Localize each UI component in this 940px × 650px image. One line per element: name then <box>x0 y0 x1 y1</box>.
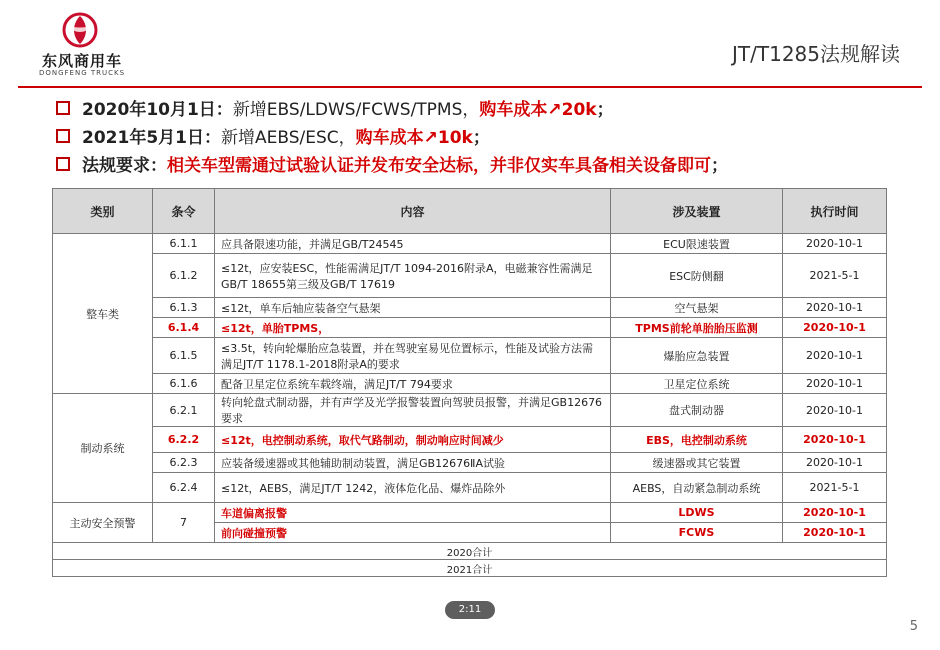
table-row <box>53 427 887 453</box>
bullet-item <box>56 152 728 180</box>
dongfeng-logo <box>22 8 142 78</box>
regulation-table <box>52 188 886 577</box>
bullet-list <box>56 96 728 180</box>
category-cell: 制动系统 <box>53 394 153 503</box>
date-cell: 2020-10-1 <box>783 298 887 318</box>
date-cell: 2020-10-1 <box>783 338 887 374</box>
category-cell: 整车类 <box>53 234 153 394</box>
device-cell: 卫星定位系统 <box>611 374 783 394</box>
device-cell: 爆胎应急装置 <box>611 338 783 374</box>
table-total-row <box>53 560 887 577</box>
total-cell: 2021合计 <box>53 560 887 577</box>
clause-cell: 6.1.5 <box>153 338 215 374</box>
table-row <box>53 254 887 298</box>
bullet-text: 新增EBS/LDWS/FCWS/TPMS， <box>232 100 480 120</box>
content-cell: ≤12t，电控制动系统，取代气路制动，制动响应时间减少 <box>215 427 611 453</box>
video-overlay-pill[interactable]: 2:11 <box>445 601 495 619</box>
content-cell: ≤12t，应安装ESC，性能需满足JT/T 1094-2016附录A，电磁兼容性需满足GB/T 18655第三级及GB/T 17619 <box>215 254 611 298</box>
content-cell: 配备卫星定位系统车载终端，满足JT/T 794要求 <box>215 374 611 394</box>
logo-text-cn: 东风商用车 <box>41 52 122 70</box>
header-content: 内容 <box>215 189 611 234</box>
device-cell: 盘式制动器 <box>611 394 783 427</box>
table-row <box>53 338 887 374</box>
content-cell: ≤3.5t，转向轮爆胎应急装置，并在驾驶室易见位置标示，性能及试验方法需满足JT/T 1178.1-2018附录A的要求 <box>215 338 611 374</box>
bullet-item <box>56 124 728 152</box>
bullet-box-icon <box>56 157 70 171</box>
content-cell: 转向轮盘式制动器，并有声学及光学报警装置向驾驶员报警，并满足GB12676要求 <box>215 394 611 427</box>
table-row <box>53 318 887 338</box>
device-cell: 缓速器或其它装置 <box>611 453 783 473</box>
table-row <box>53 394 887 427</box>
table-row <box>53 234 887 254</box>
date-cell: 2021-5-1 <box>783 254 887 298</box>
date-cell: 2020-10-1 <box>783 503 887 523</box>
device-cell: LDWS <box>611 503 783 523</box>
date-cell: 2020-10-1 <box>783 394 887 427</box>
date-cell: 2020-10-1 <box>783 374 887 394</box>
clause-cell: 6.1.6 <box>153 374 215 394</box>
table-total-row <box>53 543 887 560</box>
table-header-row <box>53 189 887 234</box>
total-cell: 2020合计 <box>53 543 887 560</box>
clause-cell: 6.1.1 <box>153 234 215 254</box>
bullet-end: ； <box>472 128 490 148</box>
clause-cell: 6.1.2 <box>153 254 215 298</box>
date-cell: 2020-10-1 <box>783 427 887 453</box>
content-cell: 应具备限速功能，并满足GB/T24545 <box>215 234 611 254</box>
slide-title: JT/T1285法规解读 <box>732 42 900 66</box>
content-cell: 前向碰撞预警 <box>215 523 611 543</box>
date-cell: 2020-10-1 <box>783 318 887 338</box>
bullet-label: 2020年10月1日： <box>82 100 233 120</box>
content-cell: 应装备缓速器或其他辅助制动装置，满足GB12676ⅡA试验 <box>215 453 611 473</box>
table-row <box>53 503 887 523</box>
header-clause: 条令 <box>153 189 215 234</box>
bullet-highlight: 购车成本↗10k <box>355 128 473 148</box>
header-date: 执行时间 <box>783 189 887 234</box>
device-cell: TPMS前轮单胎胎压监测 <box>611 318 783 338</box>
device-cell: EBS，电控制动系统 <box>611 427 783 453</box>
clause-cell: 7 <box>153 503 215 543</box>
clause-cell: 6.2.1 <box>153 394 215 427</box>
date-cell: 2020-10-1 <box>783 234 887 254</box>
bullet-highlight: 相关车型需通过试验认证并发布安全达标，并非仅实车具备相关设备即可 <box>167 156 711 176</box>
table-row <box>53 298 887 318</box>
bullet-item <box>56 96 728 124</box>
device-cell: AEBS，自动紧急制动系统 <box>611 473 783 503</box>
device-cell: 空气悬架 <box>611 298 783 318</box>
date-cell: 2020-10-1 <box>783 453 887 473</box>
date-cell: 2020-10-1 <box>783 523 887 543</box>
bullet-text: 新增AEBS/ESC， <box>220 128 356 148</box>
content-cell: ≤12t，AEBS，满足JT/T 1242，液体危化品、爆炸品除外 <box>215 473 611 503</box>
device-cell: ESC防侧翻 <box>611 254 783 298</box>
bullet-box-icon <box>56 101 70 115</box>
device-cell: FCWS <box>611 523 783 543</box>
bullet-highlight: 购车成本↗20k <box>479 100 597 120</box>
category-cell: 主动安全预警 <box>53 503 153 543</box>
bullet-end: ； <box>596 100 614 120</box>
header-device: 涉及装置 <box>611 189 783 234</box>
clause-cell: 6.2.4 <box>153 473 215 503</box>
clause-cell: 6.2.3 <box>153 453 215 473</box>
clause-cell: 6.1.3 <box>153 298 215 318</box>
clause-cell: 6.2.2 <box>153 427 215 453</box>
date-cell: 2021-5-1 <box>783 473 887 503</box>
clause-cell: 6.1.4 <box>153 318 215 338</box>
bullet-label: 法规要求： <box>82 156 167 176</box>
content-cell: ≤12t，单车后轴应装备空气悬架 <box>215 298 611 318</box>
content-cell: ≤12t，单胎TPMS， <box>215 318 611 338</box>
device-cell: ECU限速装置 <box>611 234 783 254</box>
dongfeng-swirl-icon <box>62 12 98 48</box>
content-cell: 车道偏离报警 <box>215 503 611 523</box>
page-number: 5 <box>909 619 918 634</box>
table-row <box>53 374 887 394</box>
table-row <box>53 473 887 503</box>
table-row <box>53 453 887 473</box>
logo-text-en: DONGFENG TRUCKS <box>38 69 126 77</box>
bullet-box-icon <box>56 129 70 143</box>
header-divider <box>18 86 922 88</box>
header-category: 类别 <box>53 189 153 234</box>
bullet-end: ； <box>711 156 728 176</box>
bullet-label: 2021年5月1日： <box>82 128 221 148</box>
